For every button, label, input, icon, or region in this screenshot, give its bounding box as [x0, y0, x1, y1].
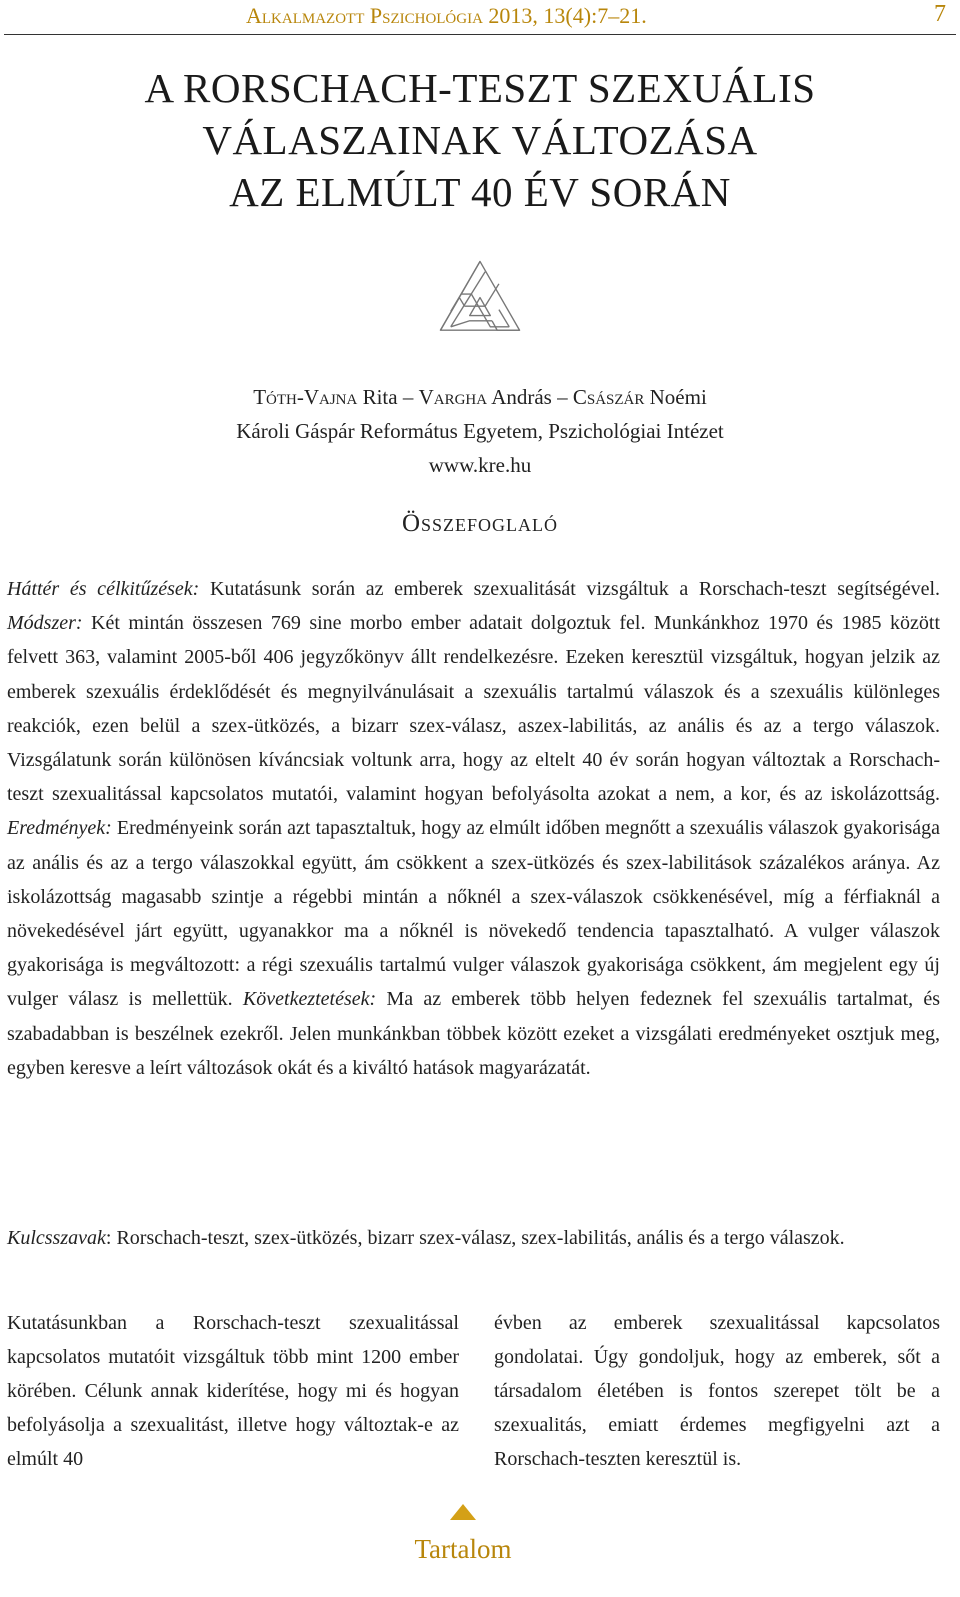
- table-of-contents-link[interactable]: [398, 1504, 528, 1594]
- author-1-given: Rita: [362, 385, 398, 409]
- website-link[interactable]: www.kre.hu: [428, 453, 532, 477]
- author-2-given: András: [491, 385, 552, 409]
- body-column-left: Kutatásunkban a Rorschach-teszt szexualitással kapcsolatos mutatóit vizsgáltuk több mint 1200 ember körében. Célunk annak kiderítése, hogy mi és hogyan befolyásolja a szexualitást, illetve hogy változtak-e az elmúlt 40: [7, 1312, 459, 1470]
- abstract-label-method: Módszer:: [7, 612, 83, 635]
- abstract-label-conclusions: Következtetések:: [242, 988, 377, 1011]
- journal-citation: Alkalmazott Pszichológia 2013, 13(4):7–21.: [246, 3, 647, 28]
- author-1-surname: Tóth-Vajna: [253, 385, 358, 409]
- keywords-text: : Rorschach-teszt, szex-ütközés, bizarr szex-válasz, szex-labilitás, anális és a tergo válaszok.: [105, 1227, 845, 1249]
- abstract-body: [7, 572, 940, 1085]
- abstract-label-background: Háttér és célkitűzések:: [7, 578, 200, 600]
- abstract-text-conclusions: Ma az emberek több helyen fedeznek fel szexuális tartalmat, és szabadabban is beszélnek ezekről. Jelen munkánkban többek között ezeket a vizsgálati eredményeket osztjuk meg, egyben keresve a leírt változások okát és a kiváltó hatások magyarázatát.: [7, 988, 941, 1079]
- abstract-text-background: Kutatásunk során az emberek szexualitását vizsgáltuk a Rorschach-teszt segítségével.: [210, 578, 941, 600]
- impossible-triangle-icon: [437, 258, 523, 344]
- body-column-right: évben az emberek szexualitással kapcsolatos gondolatai. Úgy gondoljuk, hogy az emberek, sőt a társadalom életében is fontos szerepet tölt be a szexualitás, emiatt érdemes megfigyelni azt a Rorschach-teszten keresztül is.: [494, 1312, 940, 1470]
- author-separator: –: [402, 385, 414, 409]
- affiliation: Károli Gáspár Református Egyetem, Pszichológiai Intézet: [236, 419, 724, 443]
- author-3-surname: Császár: [572, 385, 645, 409]
- abstract-text-method: Két mintán összesen 769 sine morbo ember adatait dolgoztuk fel. Munkánkhoz 1970 és 1985 között felvett 363, valamint 2005-ből 406 jegyzőkönyv állt rendelkezésre. Ezeken keresztül vizsgáltuk, hogyan jelzik az emberek szexuális érdeklődését és megnyilvánulásait a szexuális tartalmú válaszok és a szexuális különleges reakciók, ezen belül a szex-ütközés, a bizarr szex-válasz, aszex-labilitás, az anális és az a tergo válaszok. Vizsgálatunk során különösen kíváncsiak voltunk arra, hogy az eltelt 40 év során hogyan változtak a Rorschach-teszt szexualitással kapcsolatos mutatói, valamint hogyan befolyásolta azokat a nem, a kor, és az iskolázottság.: [7, 612, 941, 806]
- author-3-given: Noémi: [649, 385, 707, 409]
- abstract-text-results: Eredményeink során azt tapasztaltuk, hogy az elmúlt időben megnőtt a szexuális válaszok gyakorisága az anális és az a tergo válaszokkal együtt, ám csökkent a szex-ütközés és szex-labilitások százalékos aránya. Az iskolázottság magasabb szintje a régebbi mintán a nőknél a szex-válaszok csökkenésével, míg a férfiaknál a növekedésével járt együtt, ugyanakkor ma a nőknél is növekedő tendencia tapasztalható. A vulger válaszok gyakorisága is megváltozott: a régi szexuális tartalmú vulger válaszok gyakorisága csökkent, ám megjelent egy új vulger válasz is mellettük.: [7, 817, 941, 1011]
- header-rule: [4, 34, 956, 35]
- abstract-heading: Összefoglaló: [401, 510, 559, 537]
- author-block: [0, 380, 960, 482]
- abstract-label-results: Eredmények:: [7, 817, 112, 840]
- author-names: [0, 380, 960, 414]
- title-line-1: A RORSCHACH-TESZT SZEXUÁLIS: [144, 65, 816, 111]
- running-header: [0, 0, 960, 36]
- author-separator: –: [557, 385, 568, 409]
- page-number: 7: [934, 1, 946, 27]
- keywords: [7, 1221, 940, 1255]
- title-line-2: VÁLASZAINAK VÁLTOZÁSA: [202, 117, 758, 163]
- up-arrow-icon[interactable]: [450, 1504, 476, 1520]
- author-2-surname: Vargha: [418, 385, 488, 409]
- article-title: [0, 62, 960, 218]
- keywords-label: Kulcsszavak: [7, 1227, 106, 1249]
- toc-label[interactable]: Tartalom: [414, 1534, 512, 1564]
- title-line-3: AZ ELMÚLT 40 ÉV SORÁN: [229, 169, 731, 215]
